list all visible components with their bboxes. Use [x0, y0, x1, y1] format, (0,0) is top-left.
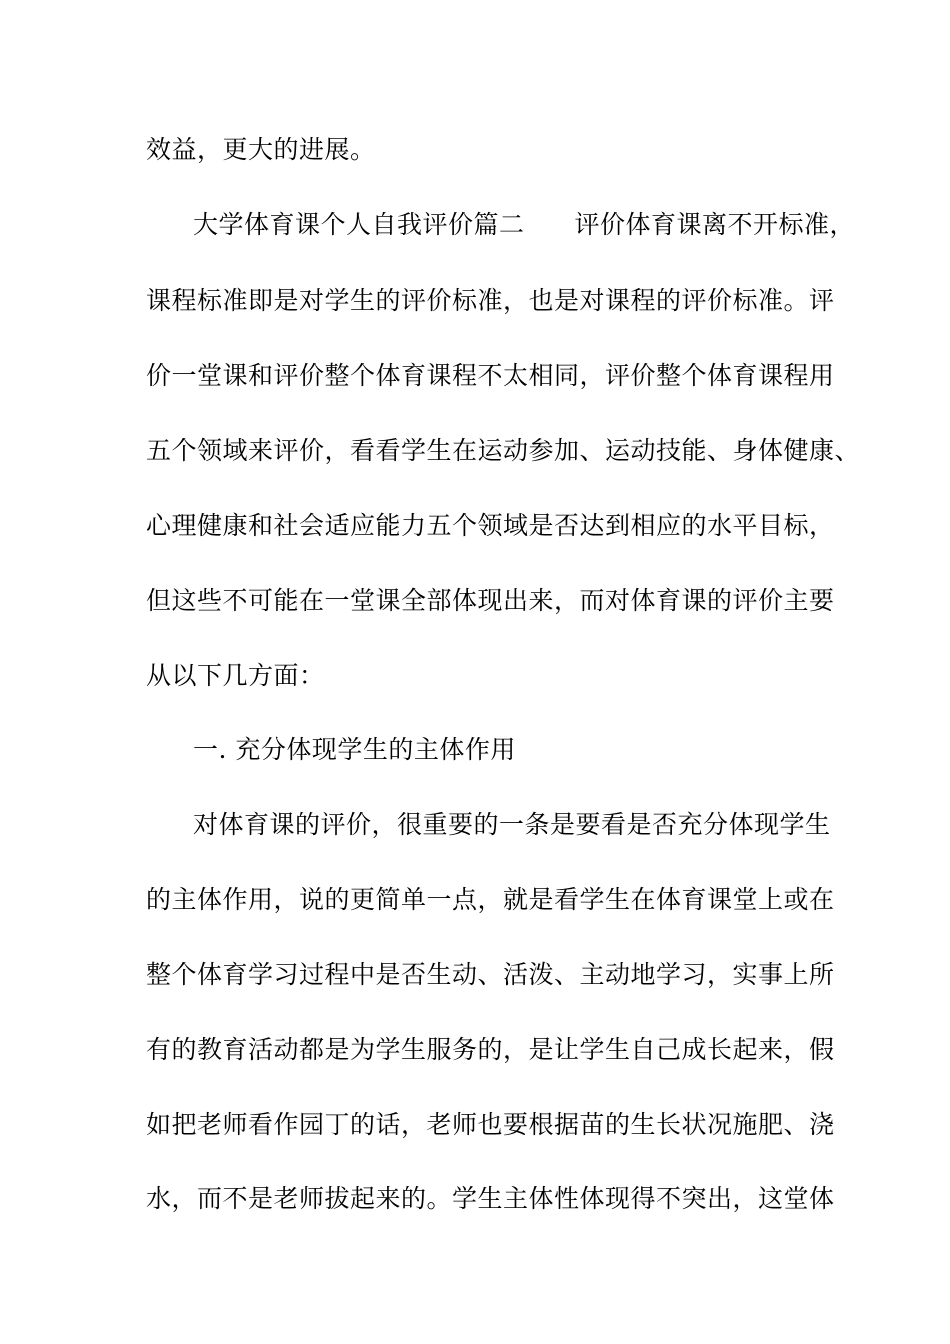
text-line: 课程标准即是对学生的评价标准，也是对课程的评价标准。评	[146, 286, 835, 315]
text-line: 如把老师看作园丁的话，老师也要根据苗的生长状况施肥、浇	[146, 1110, 835, 1139]
text-line: 整个体育学习过程中是否生动、活泼、主动地学习，实事上所	[146, 960, 835, 989]
text-line: 评价体育课离不开标准，	[574, 210, 856, 239]
text-line: 有的教育活动都是为学生服务的，是让学生自己成长起来，假	[146, 1035, 835, 1064]
text-line: 效益，更大的进展。	[146, 135, 376, 164]
text-line: 对体育课的评价，很重要的一条是要看是否充分体现学生	[193, 810, 831, 839]
subsection-heading: 一. 充分体现学生的主体作用	[193, 735, 516, 764]
section-heading-line	[193, 210, 855, 240]
text-line: 心理健康和社会适应能力五个领域是否达到相应的水平目标，	[146, 511, 835, 540]
text-line: 从以下几方面：	[146, 661, 325, 690]
text-line: 价一堂课和评价整个体育课程不太相同，评价整个体育课程用	[146, 361, 835, 390]
section-title: 大学体育课个人自我评价篇二	[193, 210, 525, 239]
text-line: 水，而不是老师拔起来的。学生主体性体现得不突出，这堂体	[146, 1184, 835, 1213]
text-line: 的主体作用，说的更简单一点，就是看学生在体育课堂上或在	[146, 885, 835, 914]
text-line: 但这些不可能在一堂课全部体现出来，而对体育课的评价主要	[146, 586, 835, 615]
text-line: 五个领域来评价，看看学生在运动参加、运动技能、身体健康、	[146, 436, 861, 465]
